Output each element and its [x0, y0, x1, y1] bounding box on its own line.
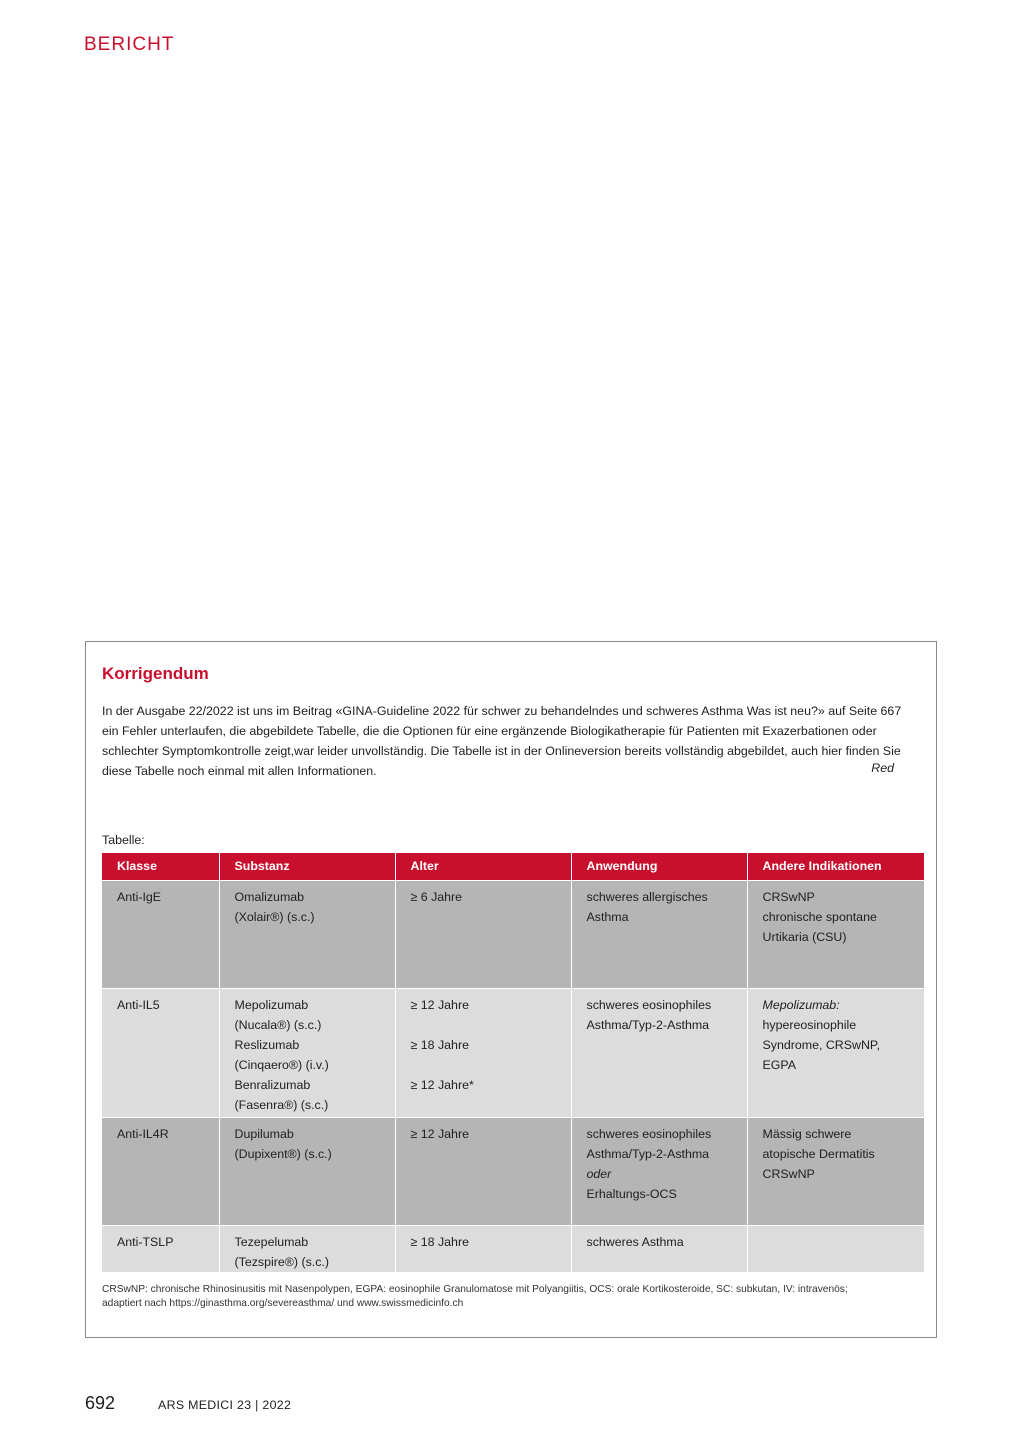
header-andere-indikationen: Andere Indikationen: [747, 853, 924, 880]
cell-alter: ≥ 18 Jahre: [395, 1225, 571, 1272]
cell-alter: ≥ 12 Jahre ≥ 18 Jahre ≥ 12 Jahre*: [395, 988, 571, 1117]
table-row: [102, 1225, 924, 1272]
cell-anwendung: schweres eosinophiles Asthma/Typ-2-Asthma: [571, 988, 747, 1117]
table-row: [102, 880, 924, 988]
cell-andere-indikationen: Mepolizumab: hypereosinophile Syndrome, CRSwNP, EGPA: [747, 988, 924, 1117]
table-caption: Tabelle:: [102, 833, 145, 847]
cell-substanz: Omalizumab (Xolair®) (s.c.): [219, 880, 395, 988]
box-paragraph: [102, 701, 908, 781]
table-row: [102, 988, 924, 1117]
cell-andere-indikationen: Mässig schwere atopische Dermatitis CRSwNP: [747, 1117, 924, 1225]
header-klasse: Klasse: [102, 853, 219, 880]
cell-anwendung: schweres allergisches Asthma: [571, 880, 747, 988]
page-number: 692: [85, 1393, 116, 1413]
table-footnote: CRSwNP: chronische Rhinosinusitis mit Nasenpolypen, EGPA: eosinophile Granulomatose mit Polyangiitis, OCS: orale Kortikosteroide, SC: subkutan, IV: intravenös; adaptiert nach https://ginasthma.org/severeasthma/ und www.swissmedicinfo.ch: [102, 1284, 848, 1309]
cell-anwendung: schweres Asthma: [571, 1225, 747, 1272]
header-alter: Alter: [395, 853, 571, 880]
header-substanz: Substanz: [219, 853, 395, 880]
cell-substanz: Dupilumab (Dupixent®) (s.c.): [219, 1117, 395, 1225]
header-anwendung: Anwendung: [571, 853, 747, 880]
box-title: Korrigendum: [102, 664, 209, 683]
cell-klasse: Anti-IgE: [102, 880, 219, 988]
cell-anwendung: schweres eosinophiles Asthma/Typ-2-Asthma oder Erhaltungs-OCS: [571, 1117, 747, 1225]
korrigendum-box: [85, 641, 937, 1338]
table-header-row: [102, 853, 924, 880]
cell-klasse: Anti-TSLP: [102, 1225, 219, 1272]
section-label: BERICHT: [84, 34, 175, 55]
cell-alter: ≥ 6 Jahre: [395, 880, 571, 988]
cell-klasse: Anti-IL4R: [102, 1117, 219, 1225]
table-row: [102, 1117, 924, 1225]
biologics-table: [102, 853, 924, 1272]
cell-substanz: Tezepelumab (Tezspire®) (s.c.): [219, 1225, 395, 1272]
cell-substanz: Mepolizumab (Nucala®) (s.c.) Reslizumab (Cinqaero®) (i.v.) Benralizumab (Fasenra®) (s.c.): [219, 988, 395, 1117]
cell-klasse: Anti-IL5: [102, 988, 219, 1117]
signature: Red: [871, 761, 894, 775]
cell-andere-indikationen: CRSwNP chronische spontane Urtikaria (CSU): [747, 880, 924, 988]
paragraph-text: In der Ausgabe 22/2022 ist uns im Beitrag «GINA-Guideline 2022 für schwer zu behandelndes und schweres Asthma Was ist neu?» auf Seite 667 ein Fehler unterlaufen, die abgebildete Tabelle, die die Optionen für eine ergänzende Biologikatherapie für Patienten mit Exazerbationen oder schlechter Symptomkontrolle zeigt,war leider unvollständig. Die Tabelle ist in der Onlineversion bereits vollständig abgebildet, auch hier finden Sie diese Tabelle noch einmal mit allen Informationen.: [102, 704, 902, 778]
journal-issue: ARS MEDICI 23 | 2022: [158, 1398, 292, 1412]
cell-alter: ≥ 12 Jahre: [395, 1117, 571, 1225]
cell-andere-indikationen: [747, 1225, 924, 1272]
